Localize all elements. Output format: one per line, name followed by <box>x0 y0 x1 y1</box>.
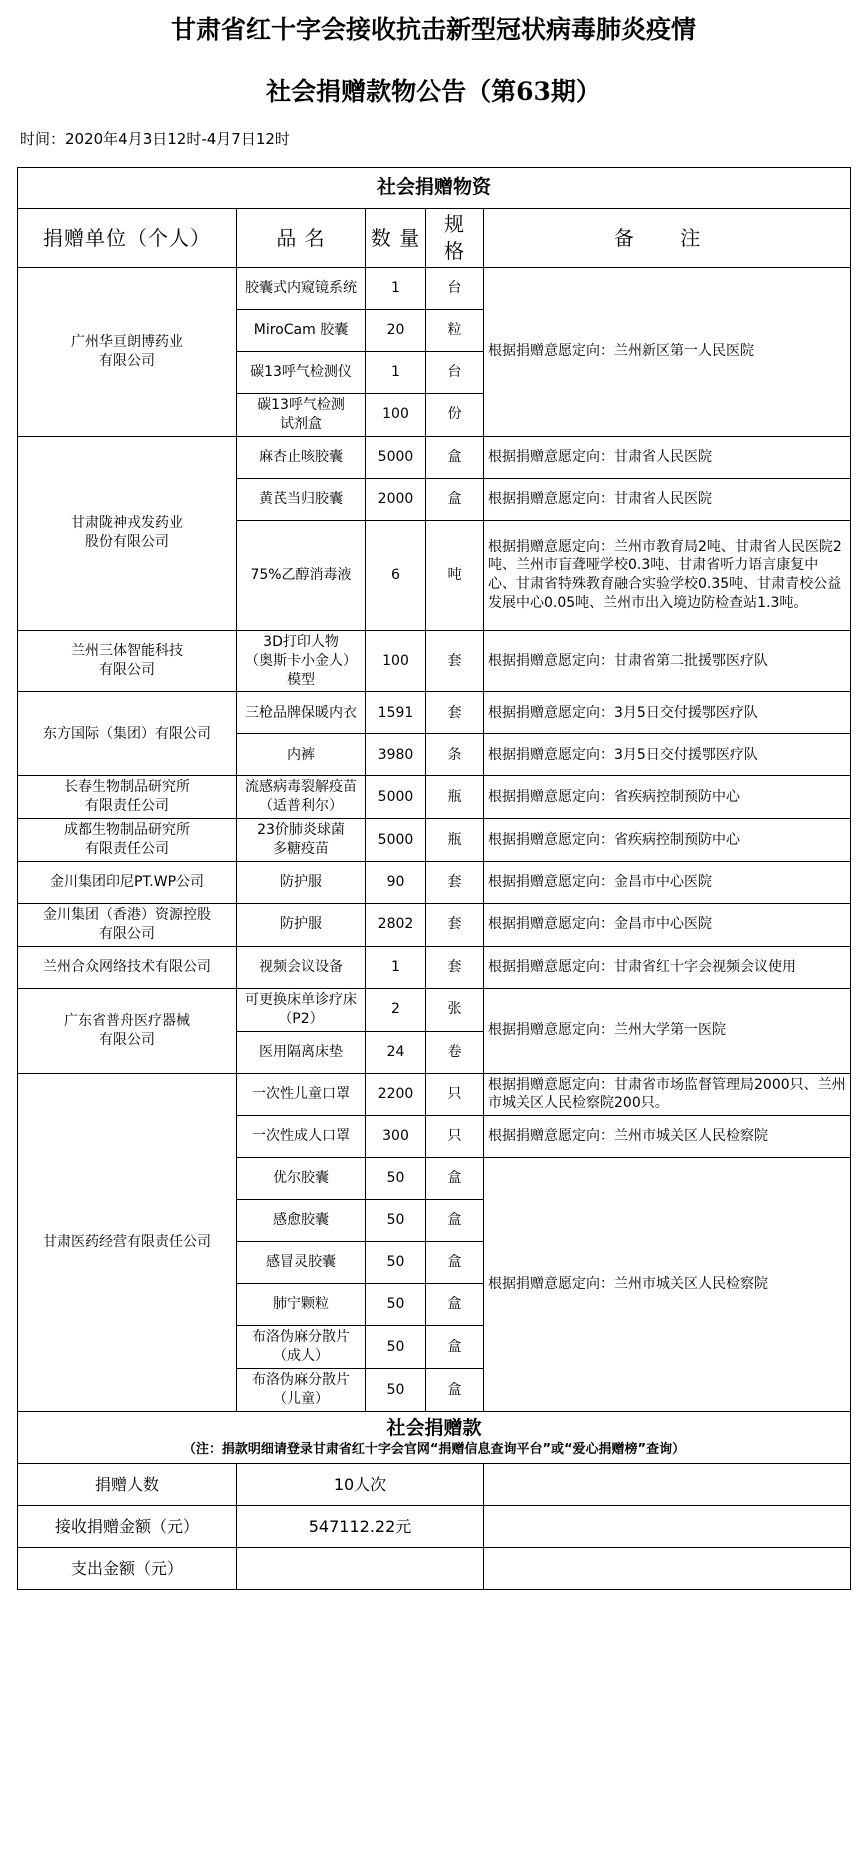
unit-cell: 台 <box>426 352 484 394</box>
item-cell: 视频会议设备 <box>237 946 366 988</box>
note-cell: 根据捐赠意愿定向：3月5日交付援鄂医疗队 <box>484 734 851 776</box>
donor-cell: 长春生物制品研究所 有限责任公司 <box>18 776 237 819</box>
money-value: 547112.22元 <box>237 1505 484 1547</box>
item-cell: 内裤 <box>237 734 366 776</box>
donor-cell: 甘肃陇神戎发药业 股份有限公司 <box>18 436 237 630</box>
donor-cell: 甘肃医药经营有限责任公司 <box>18 1073 237 1411</box>
qty-cell: 300 <box>366 1116 426 1158</box>
unit-cell: 套 <box>426 946 484 988</box>
item-cell: 三枪品牌保暖内衣 <box>237 692 366 734</box>
qty-cell: 2000 <box>366 478 426 520</box>
qty-cell: 50 <box>366 1326 426 1369</box>
donor-cell: 兰州合众网络技术有限公司 <box>18 946 237 988</box>
item-cell: MiroCam 胶囊 <box>237 310 366 352</box>
money-empty-cell <box>484 1547 851 1589</box>
qty-cell: 90 <box>366 862 426 904</box>
money-value: 10人次 <box>237 1463 484 1505</box>
money-row <box>18 1547 851 1589</box>
item-cell: 感愈胶囊 <box>237 1200 366 1242</box>
unit-cell: 盒 <box>426 1158 484 1200</box>
qty-cell: 5000 <box>366 819 426 862</box>
item-cell: 流感病毒裂解疫苗 （适普利尔） <box>237 776 366 819</box>
qty-cell: 1 <box>366 946 426 988</box>
donor-cell: 金川集团（香港）资源控股 有限公司 <box>18 904 237 947</box>
unit-cell: 瓶 <box>426 819 484 862</box>
unit-cell: 套 <box>426 904 484 947</box>
donor-cell: 广州华亘朗博药业 有限公司 <box>18 268 237 437</box>
qty-cell: 2200 <box>366 1073 426 1116</box>
unit-cell: 吨 <box>426 520 484 630</box>
unit-cell: 只 <box>426 1116 484 1158</box>
table-row <box>18 692 851 734</box>
money-section-title: 社会捐赠款 <box>386 1416 482 1439</box>
table-row <box>18 630 851 692</box>
unit-cell: 盒 <box>426 1242 484 1284</box>
note-cell: 根据捐赠意愿定向：省疾病控制预防中心 <box>484 776 851 819</box>
table-row <box>18 1073 851 1116</box>
note-cell: 根据捐赠意愿定向：兰州新区第一人民医院 <box>484 268 851 437</box>
item-cell: 防护服 <box>237 904 366 947</box>
item-cell: 黄芪当归胶囊 <box>237 478 366 520</box>
donor-cell: 广东省普舟医疗器械 有限公司 <box>18 988 237 1073</box>
header-row <box>18 209 851 268</box>
money-label: 捐赠人数 <box>18 1463 237 1505</box>
note-cell: 根据捐赠意愿定向：兰州市城关区人民检察院 <box>484 1116 851 1158</box>
qty-cell: 50 <box>366 1284 426 1326</box>
money-label: 接收捐赠金额（元） <box>18 1505 237 1547</box>
qty-cell: 6 <box>366 520 426 630</box>
donor-cell: 成都生物制品研究所 有限责任公司 <box>18 819 237 862</box>
unit-cell: 粒 <box>426 310 484 352</box>
table-row <box>18 436 851 478</box>
item-cell: 防护服 <box>237 862 366 904</box>
page-title-line1: 甘肃省红十字会接收抗击新型冠状病毒肺炎疫情 <box>170 15 696 44</box>
item-cell: 一次性儿童口罩 <box>237 1073 366 1116</box>
donor-cell: 金川集团印尼PT.WP公司 <box>18 862 237 904</box>
money-row <box>18 1463 851 1505</box>
item-cell: 感冒灵胶囊 <box>237 1242 366 1284</box>
qty-cell: 2802 <box>366 904 426 947</box>
header-note: 备 注 <box>484 209 851 268</box>
unit-cell: 条 <box>426 734 484 776</box>
page-title-line2: 社会捐赠款物公告（第63期） <box>266 77 601 106</box>
note-cell: 根据捐赠意愿定向：兰州市教育局2吨、甘肃省人民医院2吨、兰州市盲聋哑学校0.3吨、甘肃省听力语言康复中心、甘肃省特殊教育融合实验学校0.35吨、甘肃青校公益发展中心0.05吨、兰州市出入境边防检查站1.3吨。 <box>484 520 851 630</box>
item-cell: 肺宁颗粒 <box>237 1284 366 1326</box>
header-unit: 规 格 <box>426 209 484 268</box>
qty-cell: 50 <box>366 1158 426 1200</box>
item-cell: 碳13呼气检测仪 <box>237 352 366 394</box>
item-cell: 胶囊式内窥镜系统 <box>237 268 366 310</box>
table-row <box>18 946 851 988</box>
note-cell: 根据捐赠意愿定向：省疾病控制预防中心 <box>484 819 851 862</box>
unit-cell: 套 <box>426 630 484 692</box>
unit-cell: 台 <box>426 268 484 310</box>
unit-cell: 盒 <box>426 1326 484 1369</box>
qty-cell: 20 <box>366 310 426 352</box>
note-cell: 根据捐赠意愿定向：3月5日交付援鄂医疗队 <box>484 692 851 734</box>
qty-cell: 5000 <box>366 436 426 478</box>
unit-cell: 盒 <box>426 1369 484 1412</box>
qty-cell: 5000 <box>366 776 426 819</box>
note-cell: 根据捐赠意愿定向：兰州大学第一医院 <box>484 988 851 1073</box>
note-cell: 根据捐赠意愿定向：甘肃省第二批援鄂医疗队 <box>484 630 851 692</box>
qty-cell: 2 <box>366 988 426 1031</box>
table-row <box>18 776 851 819</box>
unit-cell: 盒 <box>426 1284 484 1326</box>
unit-cell: 套 <box>426 862 484 904</box>
qty-cell: 50 <box>366 1242 426 1284</box>
unit-cell: 盒 <box>426 1200 484 1242</box>
qty-cell: 100 <box>366 394 426 437</box>
qty-cell: 100 <box>366 630 426 692</box>
note-cell: 根据捐赠意愿定向：金昌市中心医院 <box>484 904 851 947</box>
item-cell: 麻杏止咳胶囊 <box>237 436 366 478</box>
qty-cell: 50 <box>366 1369 426 1412</box>
item-cell: 23价肺炎球菌 多糖疫苗 <box>237 819 366 862</box>
donation-table <box>17 167 851 1590</box>
goods-section-title: 社会捐赠物资 <box>18 168 851 209</box>
money-row <box>18 1505 851 1547</box>
item-cell: 3D打印人物 （奥斯卡小金人） 模型 <box>237 630 366 692</box>
qty-cell: 24 <box>366 1031 426 1073</box>
unit-cell: 只 <box>426 1073 484 1116</box>
money-section-header <box>18 1411 851 1463</box>
money-section-note: （注：捐款明细请登录甘肃省红十字会官网“捐赠信息查询平台”或“爱心捐赠榜”查询） <box>182 1442 686 1458</box>
note-cell: 根据捐赠意愿定向：金昌市中心医院 <box>484 862 851 904</box>
item-cell: 医用隔离床垫 <box>237 1031 366 1073</box>
item-cell: 布洛伪麻分散片 （儿童） <box>237 1369 366 1412</box>
unit-cell: 盒 <box>426 478 484 520</box>
item-cell: 一次性成人口罩 <box>237 1116 366 1158</box>
table-row <box>18 268 851 310</box>
header-donor: 捐赠单位（个人） <box>18 209 237 268</box>
qty-cell: 1 <box>366 352 426 394</box>
note-cell: 根据捐赠意愿定向：甘肃省市场监督管理局2000只、兰州市城关区人民检察院200只。 <box>484 1073 851 1116</box>
qty-cell: 1591 <box>366 692 426 734</box>
time-range: 时间：2020年4月3日12时-4月7日12时 <box>20 130 290 148</box>
note-cell: 根据捐赠意愿定向：甘肃省人民医院 <box>484 436 851 478</box>
qty-cell: 3980 <box>366 734 426 776</box>
donor-cell: 东方国际（集团）有限公司 <box>18 692 237 776</box>
qty-cell: 50 <box>366 1200 426 1242</box>
money-empty-cell <box>484 1505 851 1547</box>
note-cell: 根据捐赠意愿定向：兰州市城关区人民检察院 <box>484 1158 851 1412</box>
table-row <box>18 904 851 947</box>
unit-cell: 套 <box>426 692 484 734</box>
note-cell: 根据捐赠意愿定向：甘肃省红十字会视频会议使用 <box>484 946 851 988</box>
note-cell: 根据捐赠意愿定向：甘肃省人民医院 <box>484 478 851 520</box>
unit-cell: 盒 <box>426 436 484 478</box>
table-row <box>18 988 851 1031</box>
item-cell: 碳13呼气检测 试剂盒 <box>237 394 366 437</box>
unit-cell: 卷 <box>426 1031 484 1073</box>
unit-cell: 份 <box>426 394 484 437</box>
table-row <box>18 862 851 904</box>
item-cell: 布洛伪麻分散片 （成人） <box>237 1326 366 1369</box>
donor-cell: 兰州三体智能科技 有限公司 <box>18 630 237 692</box>
item-cell: 优尔胶囊 <box>237 1158 366 1200</box>
money-empty-cell <box>484 1463 851 1505</box>
header-item: 品 名 <box>237 209 366 268</box>
unit-cell: 瓶 <box>426 776 484 819</box>
money-value <box>237 1547 484 1589</box>
header-qty: 数 量 <box>366 209 426 268</box>
table-row <box>18 819 851 862</box>
money-section-cell <box>18 1411 851 1463</box>
qty-cell: 1 <box>366 268 426 310</box>
money-label: 支出金额（元） <box>18 1547 237 1589</box>
item-cell: 可更换床单诊疗床 （P2） <box>237 988 366 1031</box>
unit-cell: 张 <box>426 988 484 1031</box>
item-cell: 75%乙醇消毒液 <box>237 520 366 630</box>
